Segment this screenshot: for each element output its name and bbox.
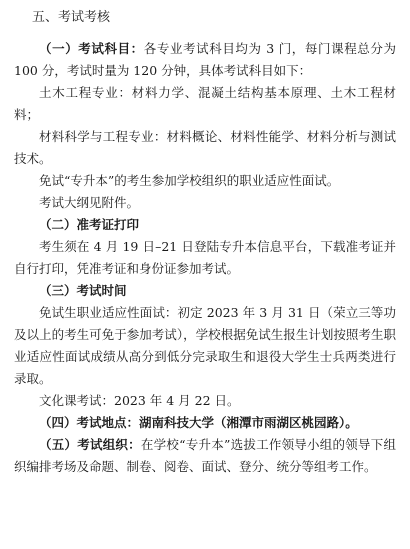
section-title: 五、考试考核 xyxy=(32,10,111,25)
materials-science-subjects: 材料科学与工程专业：材料概论、材料性能学、材料分析与测试技术。 xyxy=(14,129,396,166)
organization-heading: （五）考试组织： xyxy=(39,437,141,452)
interview-time-text: 免试生职业适应性面试：初定 2023 年 3 月 31 日（荣立三等功及以上的考生可免于参加考试），学校根据免试生报生计划按照考生职业适应性面试成绩从高分到低分完录取生和退役大学生士兵两类进行录取。 xyxy=(14,305,396,386)
subjects-paragraph xyxy=(14,38,396,82)
syllabus-note: 考试大纲见附件。 xyxy=(39,195,140,210)
exempt-interview-note: 免试“专升本”的考生参加学校组织的职业适应性面试。 xyxy=(39,173,340,188)
location-text: 湖南科技大学（湘潭市雨湖区桃园路）。 xyxy=(139,415,358,430)
subjects-heading: （一）考试科目： xyxy=(39,41,144,56)
time-heading: （三）考试时间 xyxy=(39,283,127,298)
civil-engineering-subjects: 土木工程专业：材料力学、混凝土结构基本原理、土木工程材料； xyxy=(14,85,396,122)
admission-text: 考生须在 4 月 19 日–21 日登陆专升本信息平台，下载准考证并自行打印，凭准考证和身份证参加考试。 xyxy=(14,239,396,276)
location-heading: （四）考试地点： xyxy=(39,415,140,430)
admission-heading: （二）准考证打印 xyxy=(39,217,140,232)
location-paragraph xyxy=(14,412,396,434)
culture-exam-time: 文化课考试：2023 年 4 月 22 日。 xyxy=(39,393,240,408)
organization-paragraph xyxy=(14,434,396,478)
subjects-text: 各专业考试科目均为 3 门，每门课程总分为 100 分，考试时量为 120 分钟，具体考试科目如下： xyxy=(14,41,396,78)
organization-text: 在学校“专升本”选拔工作领导小组的领导下组织编排考场及命题、制卷、阅卷、面试、登分、统分等组考工作。 xyxy=(14,437,396,474)
